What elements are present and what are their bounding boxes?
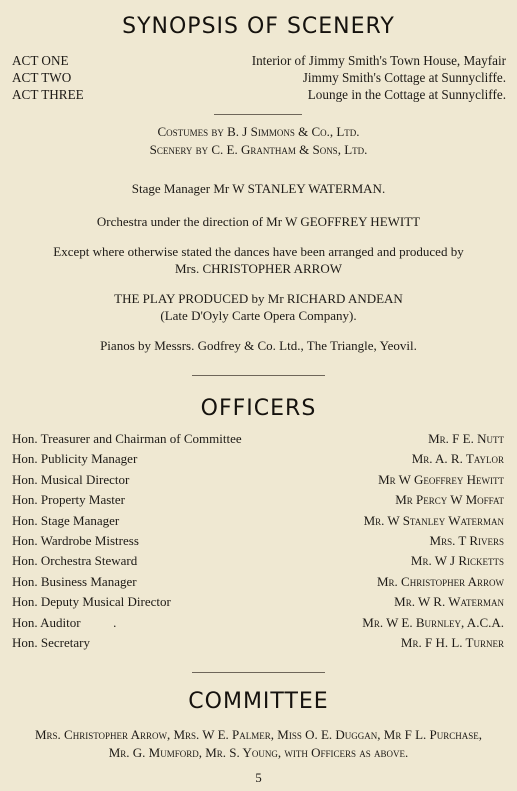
officer-row	[12, 490, 504, 510]
acts-list	[12, 52, 506, 103]
page-number: 5	[255, 770, 262, 785]
officer-name: Mr. W E. Burnley, A.C.A.	[362, 614, 504, 630]
officer-role: Hon. Wardrobe Mistress	[12, 532, 139, 548]
officer-name: Mr. Christopher Arrow	[377, 573, 504, 589]
officers-list	[12, 429, 504, 653]
act-row	[12, 86, 506, 103]
officer-role: Hon. Stage Manager	[12, 512, 120, 528]
committee-line2: Mr. G. Mumford, Mr. S. Young, with Officers as above.	[108, 745, 409, 760]
divider	[192, 375, 325, 376]
officer-name: Mrs. T Rivers	[429, 532, 504, 548]
officer-row	[12, 531, 504, 551]
officer-name: Mr W Geoffrey Hewitt	[378, 471, 504, 487]
producer-credit-line2: (Late D'Oyly Carte Opera Company).	[160, 308, 357, 323]
officer-role: Hon. Deputy Musical Director	[12, 594, 171, 610]
officer-role: Hon. Business Manager	[12, 573, 137, 589]
officer-row	[12, 449, 504, 469]
dances-credit-line1: Except where otherwise stated the dances have been arranged and produced by	[53, 244, 464, 259]
officer-row	[12, 511, 504, 531]
act-row	[12, 69, 506, 86]
scenery-credit: Scenery by C. E. Grantham & Sons, Ltd.	[149, 142, 368, 157]
producer-credit-line1: THE PLAY PRODUCED by Mr RICHARD ANDEAN	[114, 291, 403, 306]
act-label: ACT TWO	[12, 70, 72, 85]
officer-role: Hon. Property Master	[12, 492, 126, 508]
act-description: Lounge in the Cottage at Sunnycliffe.	[307, 87, 506, 102]
act-label: ACT THREE	[12, 87, 84, 102]
orchestra-credit: Orchestra under the direction of Mr W GEOFFREY HEWITT	[96, 214, 421, 229]
act-description: Interior of Jimmy Smith's Town House, Mayfair	[251, 53, 506, 68]
officer-row	[12, 592, 504, 612]
stage-manager-credit: Stage Manager Mr W STANLEY WATERMAN.	[131, 181, 386, 196]
officer-row	[12, 429, 504, 449]
committee-line1: Mrs. Christopher Arrow, Mrs. W E. Palmer, Miss O. E. Duggan, Mr F L. Purchase,	[34, 727, 483, 742]
officer-row	[12, 470, 504, 490]
officer-name: Mr. A. R. Taylor	[411, 451, 504, 467]
officer-role: Hon. Publicity Manager	[12, 451, 138, 467]
officers-heading: OFFICERS	[200, 396, 317, 421]
act-label: ACT ONE	[12, 53, 69, 68]
officer-name: Mr. W J Ricketts	[410, 553, 504, 569]
committee-members	[0, 726, 517, 762]
costumes-credit: Costumes by B. J Simmons & Co., Ltd.	[157, 124, 360, 139]
officer-role: Hon. Orchestra Steward	[12, 553, 138, 569]
officer-name: Mr. W R. Waterman	[394, 594, 504, 610]
divider	[214, 114, 302, 115]
officer-name: Mr. W Stanley Waterman	[363, 512, 504, 528]
committee-heading: COMMITTEE	[188, 689, 329, 714]
officer-name: Mr. F H. L. Turner	[400, 634, 504, 650]
officer-role: Hon. Auditor .	[12, 614, 117, 630]
synopsis-heading: SYNOPSIS OF SCENERY	[122, 14, 395, 39]
officer-row	[12, 551, 504, 571]
officer-row	[12, 613, 504, 633]
officer-role: Hon. Secretary	[12, 634, 90, 650]
divider	[192, 672, 325, 673]
dances-credit-line2: Mrs. CHRISTOPHER ARROW	[175, 261, 342, 276]
officer-row	[12, 633, 504, 653]
act-row	[12, 52, 506, 69]
officer-name: Mr. F E. Nutt	[428, 431, 504, 446]
pianos-credit: Pianos by Messrs. Godfrey & Co. Ltd., The Triangle, Yeovil.	[100, 338, 417, 353]
officer-role: Hon. Treasurer and Chairman of Committee	[12, 431, 242, 446]
officer-name: Mr Percy W Moffat	[395, 492, 504, 508]
officer-role: Hon. Musical Director	[12, 471, 130, 487]
act-description: Jimmy Smith's Cottage at Sunnycliffe.	[302, 70, 506, 85]
officer-row	[12, 572, 504, 592]
